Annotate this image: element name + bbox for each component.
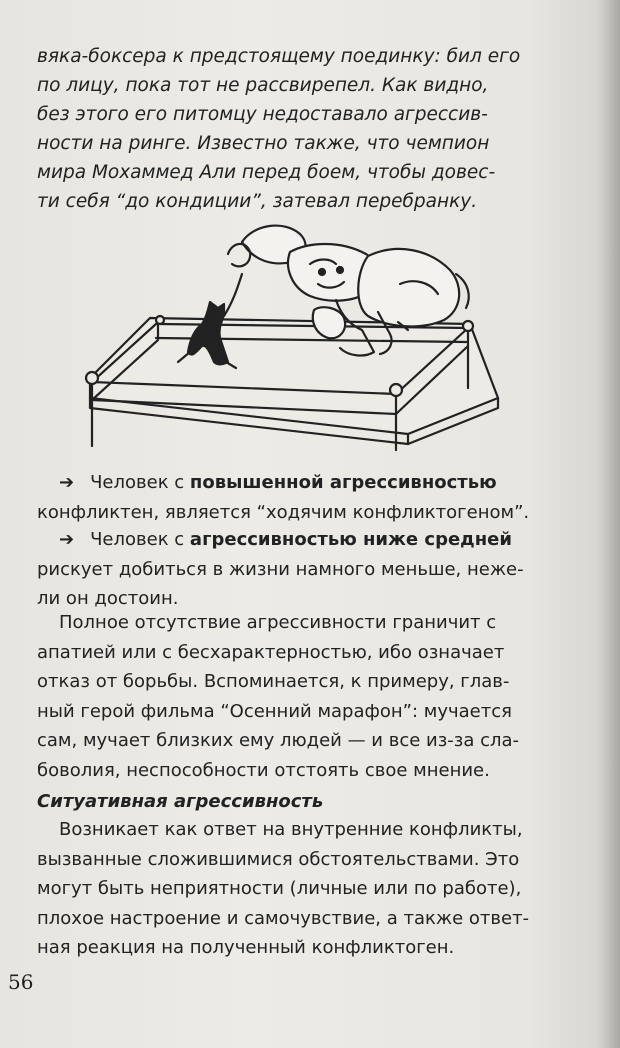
paragraph-line: Возникает как ответ на внутренние конфликты, <box>59 819 523 840</box>
intro-line: вяка-боксера к предстоящему поединку: бил его <box>37 46 521 67</box>
bullet-2-bold: агрессивностью ниже средней <box>189 529 512 550</box>
paragraph-line: Полное отсутствие агрессивности граничит с <box>59 612 497 633</box>
paragraph-line: боволия, неспособности отстоять свое мнение. <box>37 759 490 781</box>
intro-line: по лицу, пока тот не рассвирепел. Как видно, <box>37 75 489 96</box>
intro-line: ти себя “до кондиции”, затевал перебранку. <box>37 191 478 212</box>
bullet-2-continuation: рискует добиться в жизни намного меньше, неже- <box>37 558 524 580</box>
intro-line: ности на ринге. Известно также, что чемпион <box>37 133 490 154</box>
bullet-1-bold: повышенной агрессивностью <box>189 472 497 493</box>
paragraph-line: вызванные сложившимися обстоятельствами. Это <box>37 848 520 870</box>
bullet-1-continuation: конфликтен, является “ходячим конфликтогеном”. <box>37 501 530 523</box>
arrow-icon: ➔ <box>59 472 75 493</box>
intro-line: без этого его питомцу недоставало агрессив- <box>37 104 488 125</box>
paragraph-line: сам, мучает близких ему людей — и все из-за сла- <box>37 730 520 751</box>
page-edge-shadow <box>598 0 620 1048</box>
paragraph-no-aggression <box>37 608 559 785</box>
bullet-high-aggression <box>37 468 559 527</box>
intro-paragraph <box>37 42 562 216</box>
paragraph-line: отказ от борьбы. Вспоминается, к примеру, глав- <box>37 671 510 692</box>
bullet-low-aggression <box>37 525 559 614</box>
bullet-1-prefix: Человек с <box>90 472 190 493</box>
bullet-2-prefix: Человек с <box>90 529 190 550</box>
paragraph-line: апатией или с бесхарактерностью, ибо означает <box>37 641 505 663</box>
boxing-ring-illustration <box>78 212 518 452</box>
paragraph-line: ная реакция на полученный конфликтоген. <box>37 937 455 958</box>
paragraph-line: плохое настроение и самочувствие, а также ответ- <box>37 907 530 929</box>
section-subheading: Ситуативная агрессивность <box>37 791 324 812</box>
paragraph-situational-aggression <box>37 815 559 963</box>
paragraph-line: могут быть неприятности (личные или по работе), <box>37 878 522 899</box>
intro-line: мира Мохаммед Али перед боем, чтобы довес- <box>37 162 496 183</box>
arrow-icon: ➔ <box>59 529 75 550</box>
bullet-2-continuation: ли он достоин. <box>37 588 179 609</box>
page-number: 56 <box>8 970 34 994</box>
paragraph-line: ный герой фильма “Осенний марафон”: мучается <box>37 700 512 722</box>
